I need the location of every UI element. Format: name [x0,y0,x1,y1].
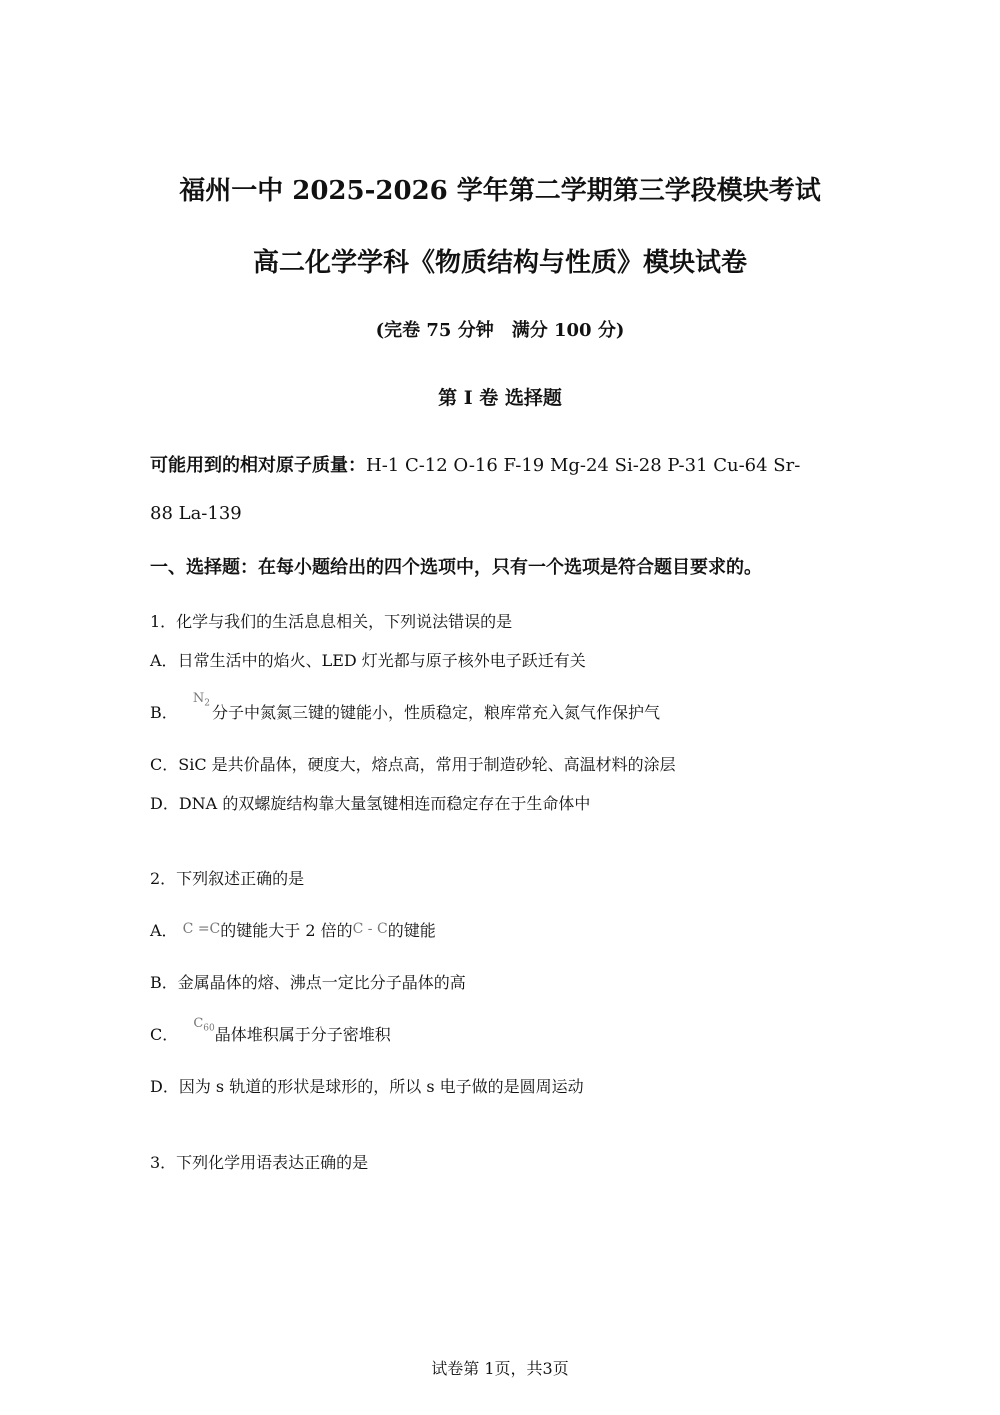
section-heading: 一、选择题：在每小题给出的四个选项中，只有一个选项是符合题目要求的。 [150,557,762,578]
exam-title-line2: 高二化学学科《物质结构与性质》模块试卷 [252,248,747,278]
question-1-stem: 1．化学与我们的生活息息相关，下列说法错误的是 [150,612,513,631]
question-1-option-b: B． $^{N_2}$ 分子中氮氮三键的键能小，性质稳定，粮库常充入氮气作保护气 [150,691,660,722]
atomic-mass-values: H-1 C-12 O-16 F-19 Mg-24 Si-28 P-31 Cu-64 Sr- [366,455,801,476]
question-2-option-c: C． $^{C_{60}}$晶体堆积属于分子密堆积 [150,1016,391,1044]
formula-c-double-c: C =C [182,921,221,937]
page-footer: 试卷第 1页，共3页 [431,1359,569,1378]
atomic-mass-line2: 88 La-139 [150,503,242,524]
formula-c-single-c: C - C [352,921,388,937]
exam-title-line1: 福州一中 2025-2026 学年第二学期第三学段模块考试 [179,176,821,206]
formula-c60: C60 [193,1016,215,1034]
question-3-stem: 3．下列化学用语表达正确的是 [150,1153,369,1172]
question-2-stem: 2．下列叙述正确的是 [150,869,305,888]
question-2-option-a: A． C =C的键能大于 2 倍的C - C的键能 [150,921,436,940]
question-2-option-d: D．因为 s 轨道的形状是球形的，所以 s 电子做的是圆周运动 [150,1077,584,1096]
atomic-mass-label: 可能用到的相对原子质量： [150,455,366,476]
question-2-option-b: B．金属晶体的熔、沸点一定比分子晶体的高 [150,973,466,992]
exam-info: (完卷 75 分钟 满分 100 分) [375,320,625,341]
question-1-option-a: A．日常生活中的焰火、LED 灯光都与原子核外电子跃迁有关 [150,651,586,670]
question-1-option-c: C．SiC 是共价晶体，硬度大，熔点高，常用于制造砂轮、高温材料的涂层 [150,755,676,774]
atomic-mass-line1 [150,451,800,477]
volume-title: 第 I 卷 选择题 [438,387,562,409]
formula-n2: N2 [192,691,210,709]
question-1-option-d: D．DNA 的双螺旋结构靠大量氢键相连而稳定存在于生命体中 [150,794,591,813]
